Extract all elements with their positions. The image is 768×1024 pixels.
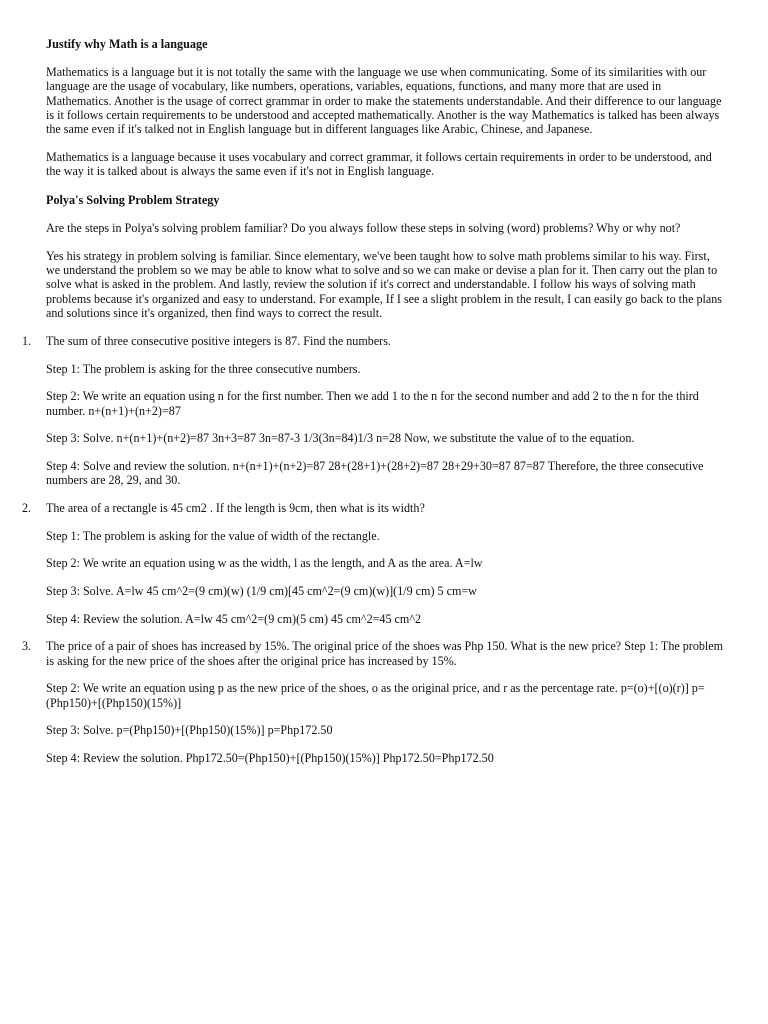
problem-item [22,639,724,765]
paragraph-math-language-1: Mathematics is a language but it is not totally the same with the language we use when communicating. Some of its similarities with our language are the usage of vocabulary, like numbers, operations, variables, equations, functions, and many more that are used in Mathematics. Another is the usage of correct grammar in order to make the statements understandable. And their difference to our language is it follows certain requirements to be understood and accepted mathematically. Another is the way Mathematics is talked has been always the same even if it's talked not in English language but in different languages like Arabic, Chinese, and Japanese. [46,65,722,137]
problem-step: Step 3: Solve. A=lw 45 cm^2=(9 cm)(w) (1/9 cm)[45 cm^2=(9 cm)(w)](1/9 cm) 5 cm=w [46,584,477,599]
problem-list [22,334,724,765]
problem-step: Step 2: We write an equation using p as the new price of the shoes, o as the original price, and r as the percentage rate. p=(o)+[(o)(r)] p=(Php150)+[(Php150)(15%)] [46,681,705,710]
problem-item [22,334,724,501]
paragraph-math-language-2: Mathematics is a language because it uses vocabulary and correct grammar, it follows certain requirements in order to be understood, and the way it is talked about is always the same even if it's not in English language. [46,150,712,179]
paragraph-polya-answer: Yes his strategy in problem solving is familiar. Since elementary, we've been taught how to solve math problems similar to his way. First, we understand the problem so we may be able to know what to solve and so we can make or devise a plan for it. Then carry out the plan to solve what is asked in the problem. And lastly, review the solution if it's correct and understandable. I follow his ways of solving math problems because it's organized and easy to understand. For example, If I see a slight problem in the result, I can easily go back to the plans and solutions since it's organized, then find ways to correct the result. [46,249,722,320]
problem-number: 3. [22,639,32,654]
problem-step: Step 3: Solve. n+(n+1)+(n+2)=87 3n+3=87 3n=87-3 1/3(3n=84)1/3 n=28 Now, we substitute the value of to the equation. [46,431,635,446]
problem-statement: The area of a rectangle is 45 cm2 . If the length is 9cm, then what is its width? [46,500,425,515]
problem-statement: The sum of three consecutive positive integers is 87. Find the numbers. [46,334,391,349]
problem-step: Step 1: The problem is asking for the three consecutive numbers. [46,361,361,376]
paragraph-polya-question: Are the steps in Polya's solving problem familiar? Do you always follow these steps in solving (word) problems? Why or why not? [46,220,681,235]
problem-step: Step 2: We write an equation using w as the width, l as the length, and A as the area. A=lw [46,556,483,571]
document-page [22,37,724,765]
problem-step: Step 3: Solve. p=(Php150)+[(Php150)(15%)] p=Php172.50 [46,723,333,738]
problem-step: Step 4: Solve and review the solution. n+(n+1)+(n+2)=87 28+(28+1)+(28+2)=87 28+29+30=87 87=87 Therefore, the three consecutive numbers are 28, 29, and 30. [46,459,704,488]
problem-number: 1. [22,334,32,349]
problem-step: Step 4: Review the solution. Php172.50=(Php150)+[(Php150)(15%)] Php172.50=Php172.50 [46,751,494,765]
heading-polya-strategy: Polya's Solving Problem Strategy [46,192,220,207]
problem-step: Step 1: The problem is asking for the value of width of the rectangle. [46,528,380,543]
problem-number: 2. [22,500,32,515]
problem-step: Step 2: We write an equation using n for the first number. Then we add 1 to the n for the second number and add 2 to the n for the third number. n+(n+1)+(n+2)=87 [46,389,699,418]
problem-item [22,500,724,640]
problem-step: Step 4: Review the solution. A=lw 45 cm^2=(9 cm)(5 cm) 45 cm^2=45 cm^2 [46,611,422,626]
heading-math-language: Justify why Math is a language [46,37,208,51]
problem-statement: The price of a pair of shoes has increased by 15%. The original price of the shoes was Php 150. What is the new price? Step 1: The problem is asking for the new price of the shoes after the original price has increased by 15%. [46,639,724,668]
